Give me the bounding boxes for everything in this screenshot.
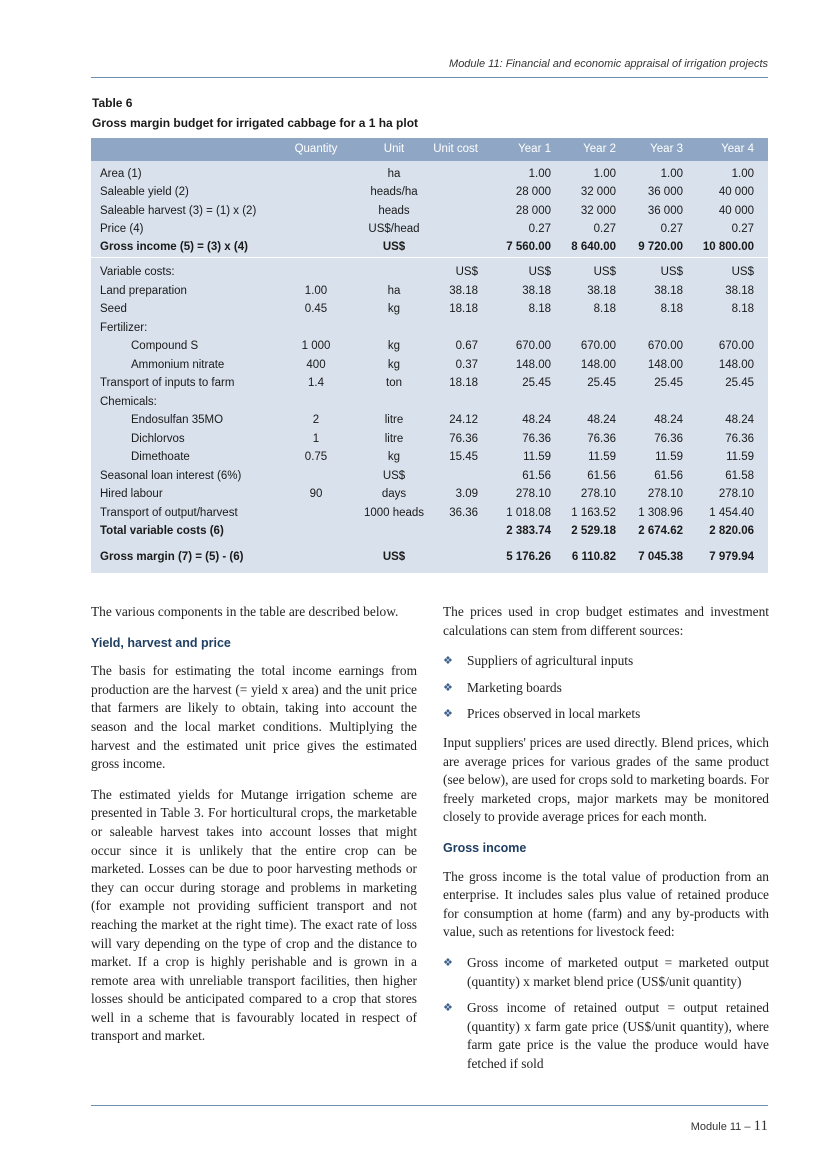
cell-quantity: 1 000 bbox=[301, 340, 331, 352]
cell-unit-cost: 18.18 bbox=[449, 377, 478, 389]
cell-unit-cost: 24.12 bbox=[449, 414, 478, 426]
cell-unit-cost: 0.67 bbox=[455, 340, 478, 352]
cell-year-2: 148.00 bbox=[580, 359, 616, 371]
cell-year-1: 2 383.74 bbox=[506, 525, 551, 537]
cell-year-3: 1 308.96 bbox=[638, 507, 683, 519]
col-header-year-3: Year 3 bbox=[650, 143, 683, 155]
row-label: Endosulfan 35MO bbox=[131, 414, 224, 426]
right-text-column bbox=[443, 603, 769, 1083]
row-label: Transport of inputs to farm bbox=[100, 377, 235, 389]
cell-year-1: 5 176.26 bbox=[506, 551, 551, 563]
cell-year-3: 48.24 bbox=[654, 414, 683, 426]
cell-year-1: 25.45 bbox=[522, 377, 551, 389]
cell-year-2: 6 110.82 bbox=[571, 551, 616, 563]
page-footer bbox=[691, 1118, 768, 1135]
cell-year-3: 278.10 bbox=[647, 488, 683, 500]
cell-year-4: 7 979.94 bbox=[709, 551, 754, 563]
cell-year-3: US$ bbox=[660, 266, 683, 278]
table-row bbox=[91, 264, 768, 282]
paragraph: The estimated yields for Mutange irrigation scheme are presented in Table 3. For horticultural crops, the marketable or saleable harvest takes into account losses that might occur since it is unlikely that the entire crop can be marketed. Losses can be due to poor harvesting methods or they can occur during storage and problems in marketing (for example not providing sufficient transport and not reaching the market at the right time). The exact rate of loss will vary depending on the type of crop and the distance to market. If a crop is highly perishable and is grown in a remote area with unreliable transport facilities, then higher losses should be anticipated compared to a crop that stores well in a scheme that is favourably located in respect of transport and market. bbox=[91, 786, 417, 1044]
table-label: Table 6 bbox=[92, 96, 133, 110]
cell-year-1: 11.59 bbox=[523, 451, 551, 463]
cell-year-1: 28 000 bbox=[515, 186, 551, 198]
table-row bbox=[91, 203, 768, 221]
table-row bbox=[91, 166, 768, 184]
cell-unit: heads bbox=[378, 205, 410, 217]
cell-year-2: 1.00 bbox=[593, 168, 616, 180]
section-heading-gross-income: Gross income bbox=[443, 840, 527, 855]
row-label: Saleable harvest (3) = (1) x (2) bbox=[100, 205, 257, 217]
cell-year-3: 11.59 bbox=[655, 451, 683, 463]
paragraph: Input suppliers' prices are used directly. Blend prices, which are average prices for various grades of the same product (see below), are used for crops sold to marketing boards. For freely marketed crops, major markets may be monitored closely to provide average prices for each month. bbox=[443, 734, 769, 825]
cell-year-2: 8 640.00 bbox=[571, 241, 616, 253]
cell-year-3: 9 720.00 bbox=[638, 241, 683, 253]
cell-year-1: 38.18 bbox=[522, 285, 551, 297]
cell-year-2: 32 000 bbox=[580, 186, 616, 198]
table-row bbox=[91, 505, 768, 523]
gross-income-formulas-list bbox=[443, 954, 769, 1074]
cell-year-1: 1.00 bbox=[528, 168, 551, 180]
row-label: Gross margin (7) = (5) - (6) bbox=[100, 551, 244, 563]
left-text-column bbox=[91, 603, 417, 1058]
cell-unit: US$ bbox=[382, 241, 406, 253]
paragraph: The basis for estimating the total income earnings from production are the harvest (= yield x area) and the unit price that farmers are likely to obtain, taking into account the season and the local market conditions. Multiplying the harvest and the estimated unit price gives the estimated gross income. bbox=[91, 663, 417, 772]
table-row bbox=[91, 357, 768, 375]
cell-year-4: 61.58 bbox=[725, 470, 754, 482]
cell-year-3: 1.00 bbox=[660, 168, 683, 180]
col-header-year-1: Year 1 bbox=[518, 143, 551, 155]
cell-year-2: 1 163.52 bbox=[571, 507, 616, 519]
cell-year-2: 61.56 bbox=[587, 470, 616, 482]
cell-unit: US$ bbox=[382, 551, 406, 563]
cell-quantity: 0.75 bbox=[304, 451, 328, 463]
cell-year-2: 32 000 bbox=[580, 205, 616, 217]
cell-year-4: 0.27 bbox=[731, 223, 754, 235]
cell-year-3: 670.00 bbox=[647, 340, 683, 352]
cell-year-1: 76.36 bbox=[522, 433, 551, 445]
cell-unit-cost: 18.18 bbox=[449, 303, 478, 315]
cell-year-2: 0.27 bbox=[593, 223, 616, 235]
table-row bbox=[91, 468, 768, 486]
cell-year-2: 278.10 bbox=[580, 488, 616, 500]
cell-year-1: 1 018.08 bbox=[506, 507, 551, 519]
cell-year-4: 8.18 bbox=[731, 303, 754, 315]
row-label: Gross income (5) = (3) x (4) bbox=[100, 241, 248, 253]
table-header-row bbox=[91, 138, 768, 161]
cell-unit: litre bbox=[384, 414, 404, 426]
cell-year-4: 1 454.40 bbox=[709, 507, 754, 519]
table-row bbox=[91, 394, 768, 412]
gross-margin-table bbox=[91, 138, 768, 573]
cell-quantity: 0.45 bbox=[304, 303, 328, 315]
cell-year-4: 1.00 bbox=[731, 168, 754, 180]
row-label: Dichlorvos bbox=[131, 433, 185, 445]
row-label: Ammonium nitrate bbox=[131, 359, 225, 371]
cell-year-1: 48.24 bbox=[522, 414, 551, 426]
cell-year-4: 38.18 bbox=[725, 285, 754, 297]
cell-year-4: 670.00 bbox=[718, 340, 754, 352]
paragraph: The prices used in crop budget estimates and investment calculations can stem from different sources: bbox=[443, 604, 769, 638]
diamond-bullet-icon: ❖ bbox=[443, 708, 453, 721]
col-header-unit-cost: Unit cost bbox=[433, 143, 478, 155]
cell-year-3: 36 000 bbox=[647, 186, 683, 198]
list-item: ❖ Marketing boards bbox=[443, 679, 769, 698]
row-label: Saleable yield (2) bbox=[100, 186, 189, 198]
cell-year-1: 28 000 bbox=[515, 205, 551, 217]
header-rule bbox=[91, 77, 768, 78]
cell-year-1: 148.00 bbox=[515, 359, 551, 371]
cell-quantity: 1.4 bbox=[308, 377, 324, 389]
table-row bbox=[91, 320, 768, 338]
cell-unit-cost: 0.37 bbox=[455, 359, 478, 371]
paragraph: The gross income is the total value of production from an enterprise. It includes sales plus value of retained produce for consumption at home (farm) and any by-products with value, such as retentions for livestock feed: bbox=[443, 868, 769, 940]
cell-year-2: 670.00 bbox=[580, 340, 616, 352]
cell-year-4: 25.45 bbox=[725, 377, 754, 389]
cell-unit: ha bbox=[387, 168, 401, 180]
price-sources-list bbox=[443, 652, 769, 724]
col-header-year-4: Year 4 bbox=[721, 143, 754, 155]
row-label: Fertilizer: bbox=[100, 322, 148, 334]
cell-year-2: 76.36 bbox=[587, 433, 616, 445]
cell-year-4: 48.24 bbox=[725, 414, 754, 426]
cell-unit: US$ bbox=[382, 470, 406, 482]
table-row bbox=[91, 486, 768, 504]
cell-year-2: US$ bbox=[593, 266, 616, 278]
table-row bbox=[91, 449, 768, 467]
cell-year-4: 278.10 bbox=[718, 488, 754, 500]
list-item: ❖ Suppliers of agricultural inputs bbox=[443, 652, 769, 671]
cell-unit-cost: 3.09 bbox=[455, 488, 478, 500]
cell-year-3: 76.36 bbox=[654, 433, 683, 445]
cell-year-3: 2 674.62 bbox=[638, 525, 683, 537]
row-label: Total variable costs (6) bbox=[100, 525, 224, 537]
cell-year-3: 38.18 bbox=[654, 285, 683, 297]
col-header-unit: Unit bbox=[383, 143, 405, 155]
row-label: Area (1) bbox=[100, 168, 142, 180]
footer-module-label: Module 11 – bbox=[690, 1121, 751, 1133]
cell-year-3: 61.56 bbox=[654, 470, 683, 482]
row-label: Variable costs: bbox=[100, 266, 175, 278]
cell-year-4: 40 000 bbox=[718, 186, 754, 198]
cell-year-2: 11.59 bbox=[588, 451, 616, 463]
cell-year-3: 148.00 bbox=[647, 359, 683, 371]
cell-year-2: 25.45 bbox=[587, 377, 616, 389]
cell-year-4: 11.59 bbox=[726, 451, 754, 463]
diamond-bullet-icon: ❖ bbox=[443, 681, 453, 694]
list-item: ❖ Prices observed in local markets bbox=[443, 705, 769, 724]
cell-year-4: 2 820.06 bbox=[709, 525, 754, 537]
row-label: Seed bbox=[100, 303, 127, 315]
col-header-quantity: Quantity bbox=[294, 143, 338, 155]
cell-year-2: 2 529.18 bbox=[571, 525, 616, 537]
cell-year-4: 10 800.00 bbox=[702, 241, 754, 253]
section-heading-yield: Yield, harvest and price bbox=[91, 635, 231, 650]
cell-unit: US$/head bbox=[368, 223, 420, 235]
row-label: Compound S bbox=[131, 340, 199, 352]
row-label: Transport of output/harvest bbox=[100, 507, 238, 519]
diamond-bullet-icon: ❖ bbox=[443, 956, 453, 969]
table-row bbox=[91, 221, 768, 239]
cell-year-3: 7 045.38 bbox=[638, 551, 683, 563]
table-title: Gross margin budget for irrigated cabbage for a 1 ha plot bbox=[92, 116, 419, 130]
cell-unit: days bbox=[381, 488, 407, 500]
cell-unit: kg bbox=[387, 451, 401, 463]
list-item: ❖ Gross income of retained output = output retained (quantity) x farm gate price (US$/unit quantity), where farm gate price is the value the produce would have fetched if sold bbox=[443, 1000, 769, 1071]
cell-quantity: 1.00 bbox=[304, 285, 328, 297]
cell-year-1: 7 560.00 bbox=[506, 241, 551, 253]
table-row bbox=[91, 338, 768, 356]
diamond-bullet-icon: ❖ bbox=[443, 1002, 453, 1015]
intro-paragraph: The various components in the table are described below. bbox=[91, 604, 399, 619]
cell-unit: ton bbox=[386, 377, 402, 389]
running-header: Module 11: Financial and economic appraisal of irrigation projects bbox=[449, 58, 768, 70]
cell-quantity: 2 bbox=[312, 414, 320, 426]
cell-unit-cost: US$ bbox=[455, 266, 478, 278]
row-label: Price (4) bbox=[100, 223, 144, 235]
cell-unit: heads/ha bbox=[370, 186, 418, 198]
cell-year-4: 40 000 bbox=[718, 205, 754, 217]
row-label: Hired labour bbox=[100, 488, 163, 500]
cell-year-2: 48.24 bbox=[587, 414, 616, 426]
cell-year-3: 25.45 bbox=[654, 377, 683, 389]
cell-unit: kg bbox=[387, 303, 401, 315]
cell-unit-cost: 15.45 bbox=[449, 451, 478, 463]
table-divider bbox=[91, 257, 768, 258]
row-label: Seasonal loan interest (6%) bbox=[100, 470, 242, 482]
cell-year-1: 0.27 bbox=[528, 223, 551, 235]
cell-quantity: 90 bbox=[309, 488, 323, 500]
cell-year-1: US$ bbox=[528, 266, 551, 278]
table-row bbox=[91, 301, 768, 319]
footer-rule bbox=[91, 1105, 768, 1106]
row-label: Land preparation bbox=[100, 285, 187, 297]
cell-year-4: 76.36 bbox=[725, 433, 754, 445]
cell-unit: ha bbox=[387, 285, 401, 297]
diamond-bullet-icon: ❖ bbox=[443, 655, 453, 668]
table-row bbox=[91, 283, 768, 301]
table-row bbox=[91, 184, 768, 202]
cell-quantity: 400 bbox=[306, 359, 326, 371]
table-row bbox=[91, 412, 768, 430]
row-label: Chemicals: bbox=[100, 396, 157, 408]
cell-unit: kg bbox=[387, 359, 401, 371]
cell-year-2: 38.18 bbox=[587, 285, 616, 297]
table-row bbox=[91, 239, 768, 257]
table-row bbox=[91, 431, 768, 449]
row-label: Dimethoate bbox=[131, 451, 190, 463]
col-header-year-2: Year 2 bbox=[583, 143, 616, 155]
cell-quantity: 1 bbox=[312, 433, 320, 445]
cell-year-4: 148.00 bbox=[718, 359, 754, 371]
table-row bbox=[91, 549, 768, 567]
cell-year-4: US$ bbox=[731, 266, 754, 278]
cell-year-1: 61.56 bbox=[522, 470, 551, 482]
table-row bbox=[91, 375, 768, 393]
cell-unit-cost: 38.18 bbox=[449, 285, 478, 297]
cell-year-1: 278.10 bbox=[515, 488, 551, 500]
cell-unit: kg bbox=[387, 340, 401, 352]
cell-year-3: 0.27 bbox=[660, 223, 683, 235]
cell-unit: litre bbox=[384, 433, 404, 445]
cell-year-3: 8.18 bbox=[660, 303, 683, 315]
cell-year-3: 36 000 bbox=[647, 205, 683, 217]
cell-unit: 1000 heads bbox=[363, 507, 425, 519]
list-item: ❖ Gross income of marketed output = marketed output (quantity) x market blend price (US$/unit quantity) bbox=[443, 954, 769, 989]
cell-year-1: 8.18 bbox=[528, 303, 551, 315]
cell-year-1: 670.00 bbox=[515, 340, 551, 352]
cell-unit-cost: 76.36 bbox=[449, 433, 478, 445]
table-row bbox=[91, 523, 768, 541]
cell-year-2: 8.18 bbox=[593, 303, 616, 315]
cell-unit-cost: 36.36 bbox=[449, 507, 478, 519]
page-number: 11 bbox=[753, 1118, 768, 1134]
